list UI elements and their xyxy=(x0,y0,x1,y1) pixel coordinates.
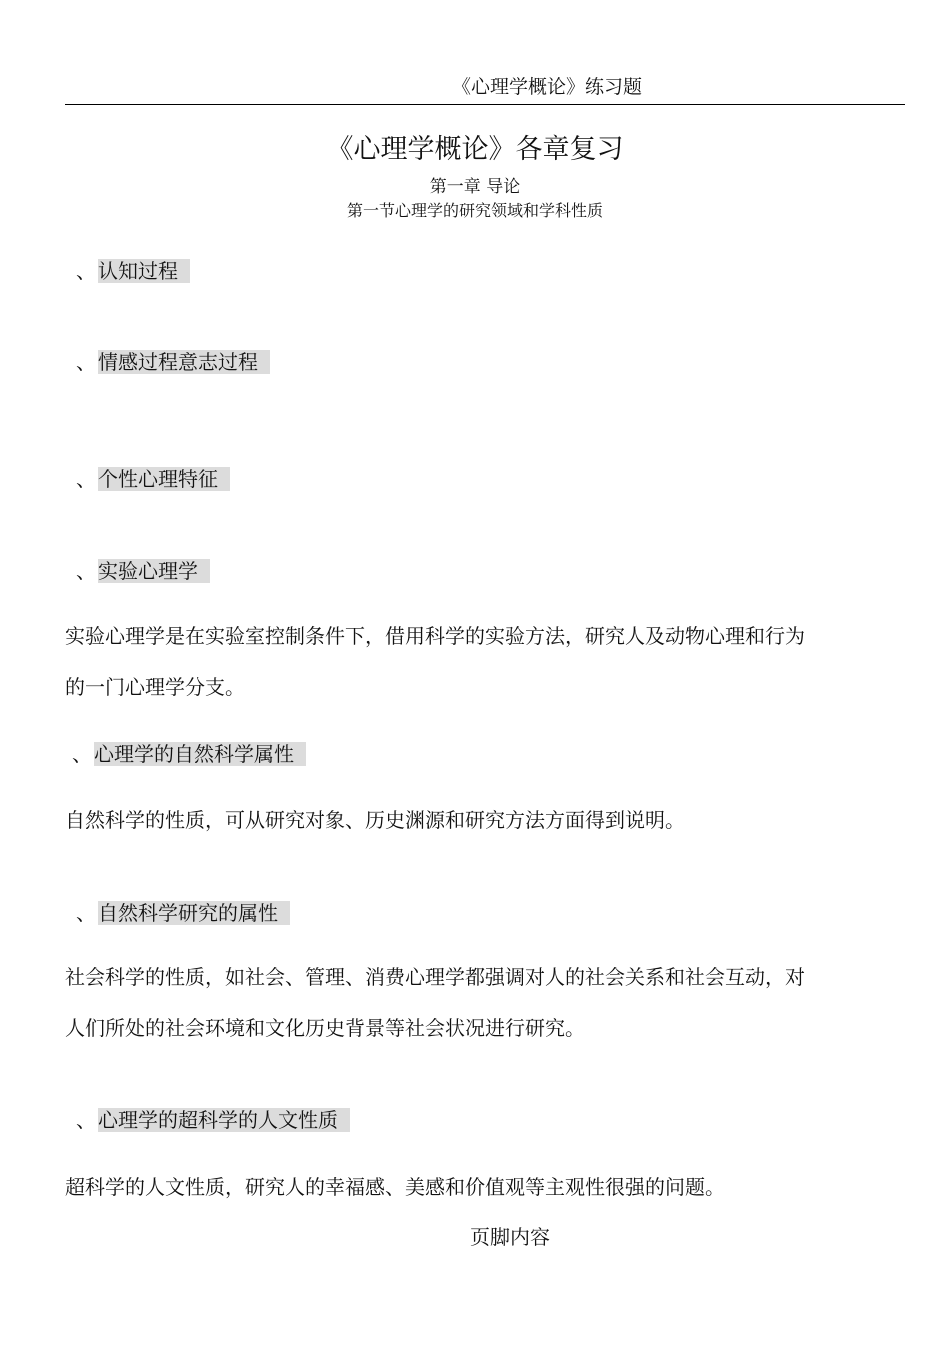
header-rule xyxy=(65,104,905,105)
item-mark: 、 xyxy=(76,467,96,491)
item-heading-emotion-will xyxy=(76,348,270,376)
item-mark: 、 xyxy=(76,350,96,374)
body-line: 社会科学的性质，如社会、管理、消费心理学都强调对人的社会关系和社会互动，对 xyxy=(65,965,805,989)
item-mark: 、 xyxy=(72,742,92,766)
item-body-research-attribute xyxy=(65,952,855,1054)
section-title: 第一节心理学的研究领域和学科性质 xyxy=(346,201,603,220)
item-heading-text: 自然科学研究的属性 xyxy=(98,901,290,925)
page-footer: 页脚内容 xyxy=(470,1225,550,1249)
item-heading-text: 认知过程 xyxy=(98,259,190,283)
running-header: 《心理学概论》练习题 xyxy=(452,76,643,98)
document-title: 《心理学概论》各章复习 xyxy=(326,134,624,165)
item-mark: 、 xyxy=(76,901,96,925)
item-heading-research-attribute xyxy=(76,899,290,927)
item-heading-humanistic xyxy=(76,1106,350,1134)
item-heading-text: 情感过程意志过程 xyxy=(98,350,270,374)
chapter-title: 第一章 导论 xyxy=(429,177,521,197)
item-heading-personality xyxy=(76,465,230,493)
item-heading-experimental xyxy=(76,557,210,585)
body-line: 超科学的人文性质，研究人的幸福感、美感和价值观等主观性很强的问题。 xyxy=(65,1175,725,1199)
item-heading-text: 实验心理学 xyxy=(98,559,210,583)
item-mark: 、 xyxy=(76,259,96,283)
item-heading-text: 心理学的自然科学属性 xyxy=(94,742,306,766)
item-body-experimental xyxy=(65,611,855,713)
body-line: 实验心理学是在实验室控制条件下，借用科学的实验方法，研究人及动物心理和行为 xyxy=(65,624,805,648)
item-mark: 、 xyxy=(76,559,96,583)
item-body-humanistic xyxy=(65,1162,855,1213)
body-line: 自然科学的性质，可从研究对象、历史渊源和研究方法方面得到说明。 xyxy=(65,808,685,832)
item-heading-cognition xyxy=(76,257,190,285)
item-heading-natural-science xyxy=(72,740,306,768)
body-line: 人们所处的社会环境和文化历史背景等社会状况进行研究。 xyxy=(65,1016,585,1040)
item-mark: 、 xyxy=(76,1108,96,1132)
item-heading-text: 个性心理特征 xyxy=(98,467,230,491)
item-body-natural-science xyxy=(65,795,855,846)
item-heading-text: 心理学的超科学的人文性质 xyxy=(98,1108,350,1132)
body-line: 的一门心理学分支。 xyxy=(65,675,245,699)
